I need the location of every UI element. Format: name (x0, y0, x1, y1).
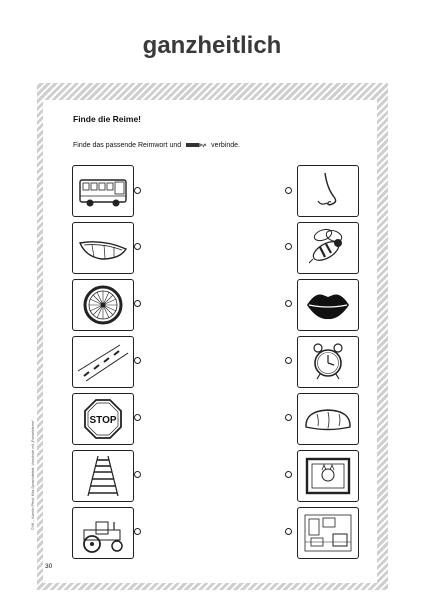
copyright-side-text: ©VK – Karolin Pfeuf: Kita Sprachdetekt. Vorschule mit „Funkelsterne“ ... (31, 415, 35, 530)
connection-dot-right-1[interactable] (285, 187, 292, 194)
bus-icon (76, 170, 130, 212)
card-road[interactable] (72, 336, 134, 388)
card-railway[interactable] (72, 450, 134, 502)
card-stop-sign[interactable] (72, 393, 134, 445)
page-number: 30 (45, 563, 53, 570)
card-bus[interactable] (72, 165, 134, 217)
card-picture-frame[interactable] (297, 450, 359, 502)
connection-dot-right-7[interactable] (285, 528, 292, 535)
connection-dot-right-5[interactable] (285, 414, 292, 421)
connection-dot-left-6[interactable] (134, 471, 141, 478)
connection-dot-right-3[interactable] (285, 300, 292, 307)
wheel-icon (76, 284, 130, 326)
room-icon (301, 512, 355, 554)
connection-dot-right-6[interactable] (285, 471, 292, 478)
connection-dot-left-1[interactable] (134, 187, 141, 194)
page-heading: ganzheitlich (142, 32, 282, 59)
instruction-line (73, 141, 240, 149)
worksheet-title: Finde die Reime! (73, 114, 142, 124)
road-icon (76, 341, 130, 383)
card-wheel[interactable] (72, 279, 134, 331)
card-bread[interactable] (297, 393, 359, 445)
card-nose[interactable] (297, 165, 359, 217)
card-bee[interactable] (297, 222, 359, 274)
pencil-icon (185, 141, 207, 149)
bread-icon (301, 398, 355, 440)
bee-icon (301, 227, 355, 269)
tractor-icon (76, 512, 130, 554)
connection-dot-left-2[interactable] (134, 243, 141, 250)
card-tractor[interactable] (72, 507, 134, 559)
nose-icon (301, 170, 355, 212)
railway-track-icon (76, 455, 130, 497)
card-room[interactable] (297, 507, 359, 559)
stop-sign-icon (76, 398, 130, 440)
connection-dot-left-4[interactable] (134, 357, 141, 364)
connection-dot-right-4[interactable] (285, 357, 292, 364)
lips-icon (301, 284, 355, 326)
alarm-clock-icon (301, 341, 355, 383)
card-lips[interactable] (297, 279, 359, 331)
boat-icon (76, 227, 130, 269)
connection-dot-left-5[interactable] (134, 414, 141, 421)
instruction-text-after: verbinde. (211, 141, 240, 149)
stop-sign-label: STOP (89, 415, 117, 426)
instruction-text-before: Finde das passende Reimwort und (73, 141, 182, 149)
connection-dot-right-2[interactable] (285, 243, 292, 250)
card-boat[interactable] (72, 222, 134, 274)
picture-frame-icon (301, 455, 355, 497)
connection-dot-left-7[interactable] (134, 528, 141, 535)
connection-dot-left-3[interactable] (134, 300, 141, 307)
card-alarm-clock[interactable] (297, 336, 359, 388)
